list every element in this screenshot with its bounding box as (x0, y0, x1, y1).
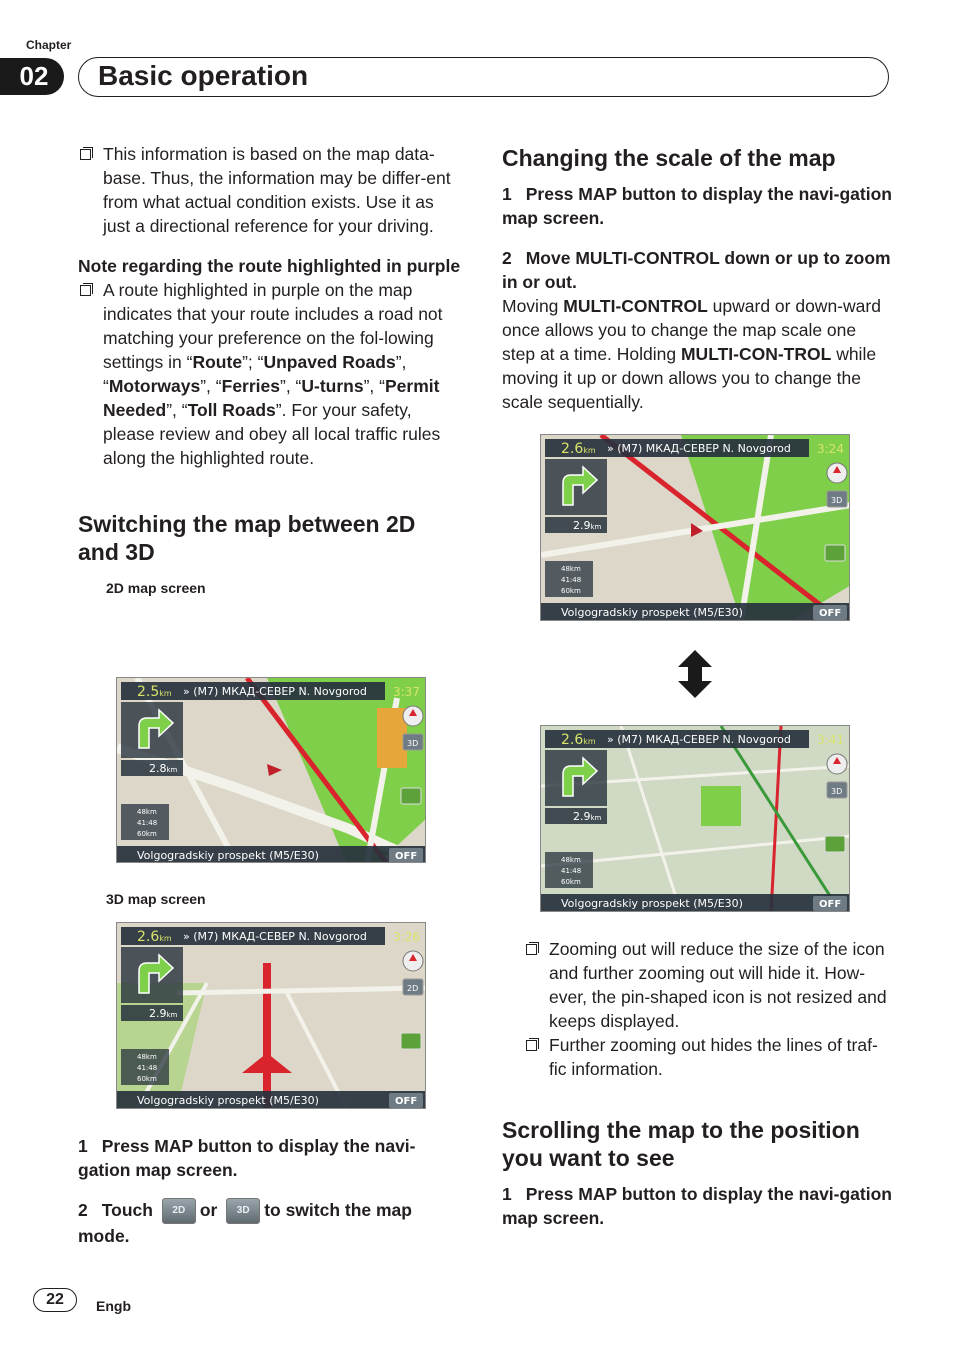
step-text: Press MAP button to display the navi-gation map screen. (78, 1136, 416, 1180)
step-text-or: or (199, 1200, 218, 1220)
checkbox-icon (526, 944, 537, 955)
step-text: Press MAP button to display the navi-gation map screen. (502, 1184, 892, 1228)
setting-permit-needed: Permit Needed (103, 376, 440, 420)
note-text: Zooming out will reduce the size of the icon and further zooming out will hide it. How-ever, the pin-shaped icon is not resized and keeps displayed. (549, 939, 887, 1031)
map-remaining-time: 41:48 (137, 819, 158, 827)
map-screen-zoomed-in (540, 434, 850, 621)
double-arrow-icon (678, 650, 712, 698)
section-title-2d-3d: Switching the map between 2D and 3D (78, 511, 416, 565)
left-steps (78, 1134, 462, 1248)
map-street-name: Volgogradskiy prospekt (M5/E30) (137, 1094, 319, 1107)
view-mode-icon: 3D (831, 787, 843, 796)
map-graphic (541, 435, 850, 621)
caption-3d-map: 3D map screen (106, 891, 206, 907)
map-speed-limit: 60km (137, 1075, 157, 1083)
chapter-title: Basic operation (98, 60, 309, 91)
chapter-label: Chapter (26, 38, 72, 52)
view-mode-icon: 2D (407, 984, 419, 993)
step-2 (78, 1198, 462, 1248)
setting-unpaved-roads: Unpaved Roads (263, 352, 396, 372)
desc-text: while moving it up or down allows you to change the scale sequentially. (502, 344, 877, 412)
map-road-name: » (M7) МКАД-СЕВЕР N. Novgorod (183, 685, 367, 698)
page-language: Engb (96, 1298, 131, 1314)
map-distance: 2.6km (137, 929, 172, 945)
map-street-name: Volgogradskiy prospekt (M5/E30) (561, 897, 743, 910)
3d-mode-icon[interactable]: 3D (226, 1198, 260, 1224)
map-speed-limit: 60km (137, 830, 157, 838)
view-mode-icon: 3D (831, 496, 843, 505)
checkbox-icon (80, 149, 91, 160)
map-speed-limit: 60km (561, 878, 581, 886)
map-time: 3:41 (817, 733, 844, 747)
map-remaining-time: 41:48 (561, 576, 582, 584)
multi-control-term: MULTI-CON-TROL (680, 344, 832, 364)
map-time: 3:26 (393, 930, 420, 944)
page-number: 22 (33, 1288, 77, 1312)
scale-description (502, 294, 892, 414)
2d-mode-icon[interactable]: 2D (162, 1198, 196, 1224)
note-zoom-traffic (524, 1033, 892, 1081)
map-distance: 2.5km (137, 684, 172, 700)
section-title-scroll: Scrolling the map to the position you want to see (502, 1117, 860, 1171)
checkbox-icon (80, 285, 91, 296)
map-screen-zoomed-out (540, 725, 850, 912)
right-column (502, 142, 892, 414)
map-distance: 2.6km (561, 732, 596, 748)
setting-toll-roads: Toll Roads (187, 400, 276, 420)
note-intro: A route highlighted in purple on the map indicates that your route includes a road not matching your preference on the fol-lowing settings in “ (103, 280, 443, 372)
checkbox-icon (526, 1040, 537, 1051)
step-1 (78, 1134, 462, 1182)
section-title-scale: Changing the scale of the map (502, 145, 836, 171)
step-number: 1 (78, 1136, 88, 1156)
step-number: 1 (502, 1184, 512, 1204)
step-text: Press MAP button to display the navi-gation map screen. (502, 184, 892, 228)
map-screen-3d (116, 922, 426, 1109)
note-text: This information is based on the map data-base. Thus, the information may be differ-ent from what actual condition exists. Use it as just a directional reference for your driving. (103, 144, 451, 236)
map-next-distance: 2.9km (573, 810, 602, 823)
map-street-name: Volgogradskiy prospekt (M5/E30) (561, 606, 743, 619)
purple-route-heading: Note regarding the route highlighted in purple (78, 256, 461, 276)
view-mode-icon: 3D (407, 739, 419, 748)
setting-ferries: Ferries (221, 376, 280, 396)
map-road-name: » (M7) МКАД-СЕВЕР N. Novgorod (183, 930, 367, 943)
note-purple-route: A route highlighted in purple on the map indicates that your route includes a road not matching your preference on the fol-lowing settings in “Route”; “Unpaved Roads”, “Motorways”, “Ferries”, “U-turns”, “Permit Needed”, “Toll Roads”. For your safety, please review and obey all local traffic rules along the highlighted route. (78, 278, 462, 470)
map-graphic (117, 678, 426, 863)
scroll-section (502, 1116, 892, 1230)
note-zoom-icon (524, 937, 892, 1033)
note-text: Further zooming out hides the lines of traf-fic information. (549, 1035, 878, 1079)
map-time: 3:24 (817, 442, 844, 456)
map-remaining-distance: 48km (561, 565, 581, 573)
scale-step-1 (502, 182, 892, 230)
map-next-distance: 2.9km (573, 519, 602, 532)
map-graphic (117, 923, 426, 1109)
note-map-database (78, 142, 462, 238)
left-column (78, 142, 462, 596)
map-screen-2d (116, 677, 426, 863)
caption-2d-map: 2D map screen (106, 580, 206, 596)
note-outro: For your safety, please review and obey all local traffic rules along the highlighted route. (103, 400, 441, 468)
map-road-name: » (M7) МКАД-СЕВЕР N. Novgorod (607, 733, 791, 746)
step-number: 1 (502, 184, 512, 204)
map-remaining-distance: 48km (137, 1053, 157, 1061)
step-text: Move MULTI-CONTROL down or up to zoom in or out. (502, 248, 891, 292)
setting-motorways: Motorways (108, 376, 201, 396)
traffic-off-button: OFF (819, 899, 842, 910)
step-number: 2 (502, 248, 512, 268)
map-remaining-time: 41:48 (561, 867, 582, 875)
map-street-name: Volgogradskiy prospekt (M5/E30) (137, 849, 319, 862)
traffic-off-button: OFF (819, 608, 842, 619)
scroll-step-1 (502, 1182, 892, 1230)
map-next-distance: 2.8km (149, 762, 178, 775)
setting-route: Route (192, 352, 243, 372)
setting-u-turns: U-turns (301, 376, 364, 396)
chapter-title-bar (78, 57, 889, 97)
map-remaining-distance: 48km (137, 808, 157, 816)
step-number: 2 (78, 1200, 88, 1220)
map-distance: 2.6km (561, 441, 596, 457)
desc-text: upward or down-ward once allows you to change the map scale one step at a time. Holding (502, 296, 881, 364)
map-remaining-time: 41:48 (137, 1064, 158, 1072)
desc-text: Moving (502, 296, 564, 316)
step-text: to switch the map mode. (78, 1200, 412, 1247)
scale-step-2 (502, 246, 892, 294)
multi-control-term: MULTI-CONTROL (563, 296, 708, 316)
map-road-name: » (M7) МКАД-СЕВЕР N. Novgorod (607, 442, 791, 455)
map-speed-limit: 60km (561, 587, 581, 595)
map-graphic (541, 726, 850, 912)
chapter-number: 02 (0, 58, 64, 95)
traffic-off-button: OFF (395, 1096, 418, 1107)
step-text: Touch (101, 1200, 153, 1220)
map-time: 3:37 (393, 685, 420, 699)
map-next-distance: 2.9km (149, 1007, 178, 1020)
traffic-off-button: OFF (395, 851, 418, 862)
zoom-notes (524, 937, 892, 1081)
map-remaining-distance: 48km (561, 856, 581, 864)
